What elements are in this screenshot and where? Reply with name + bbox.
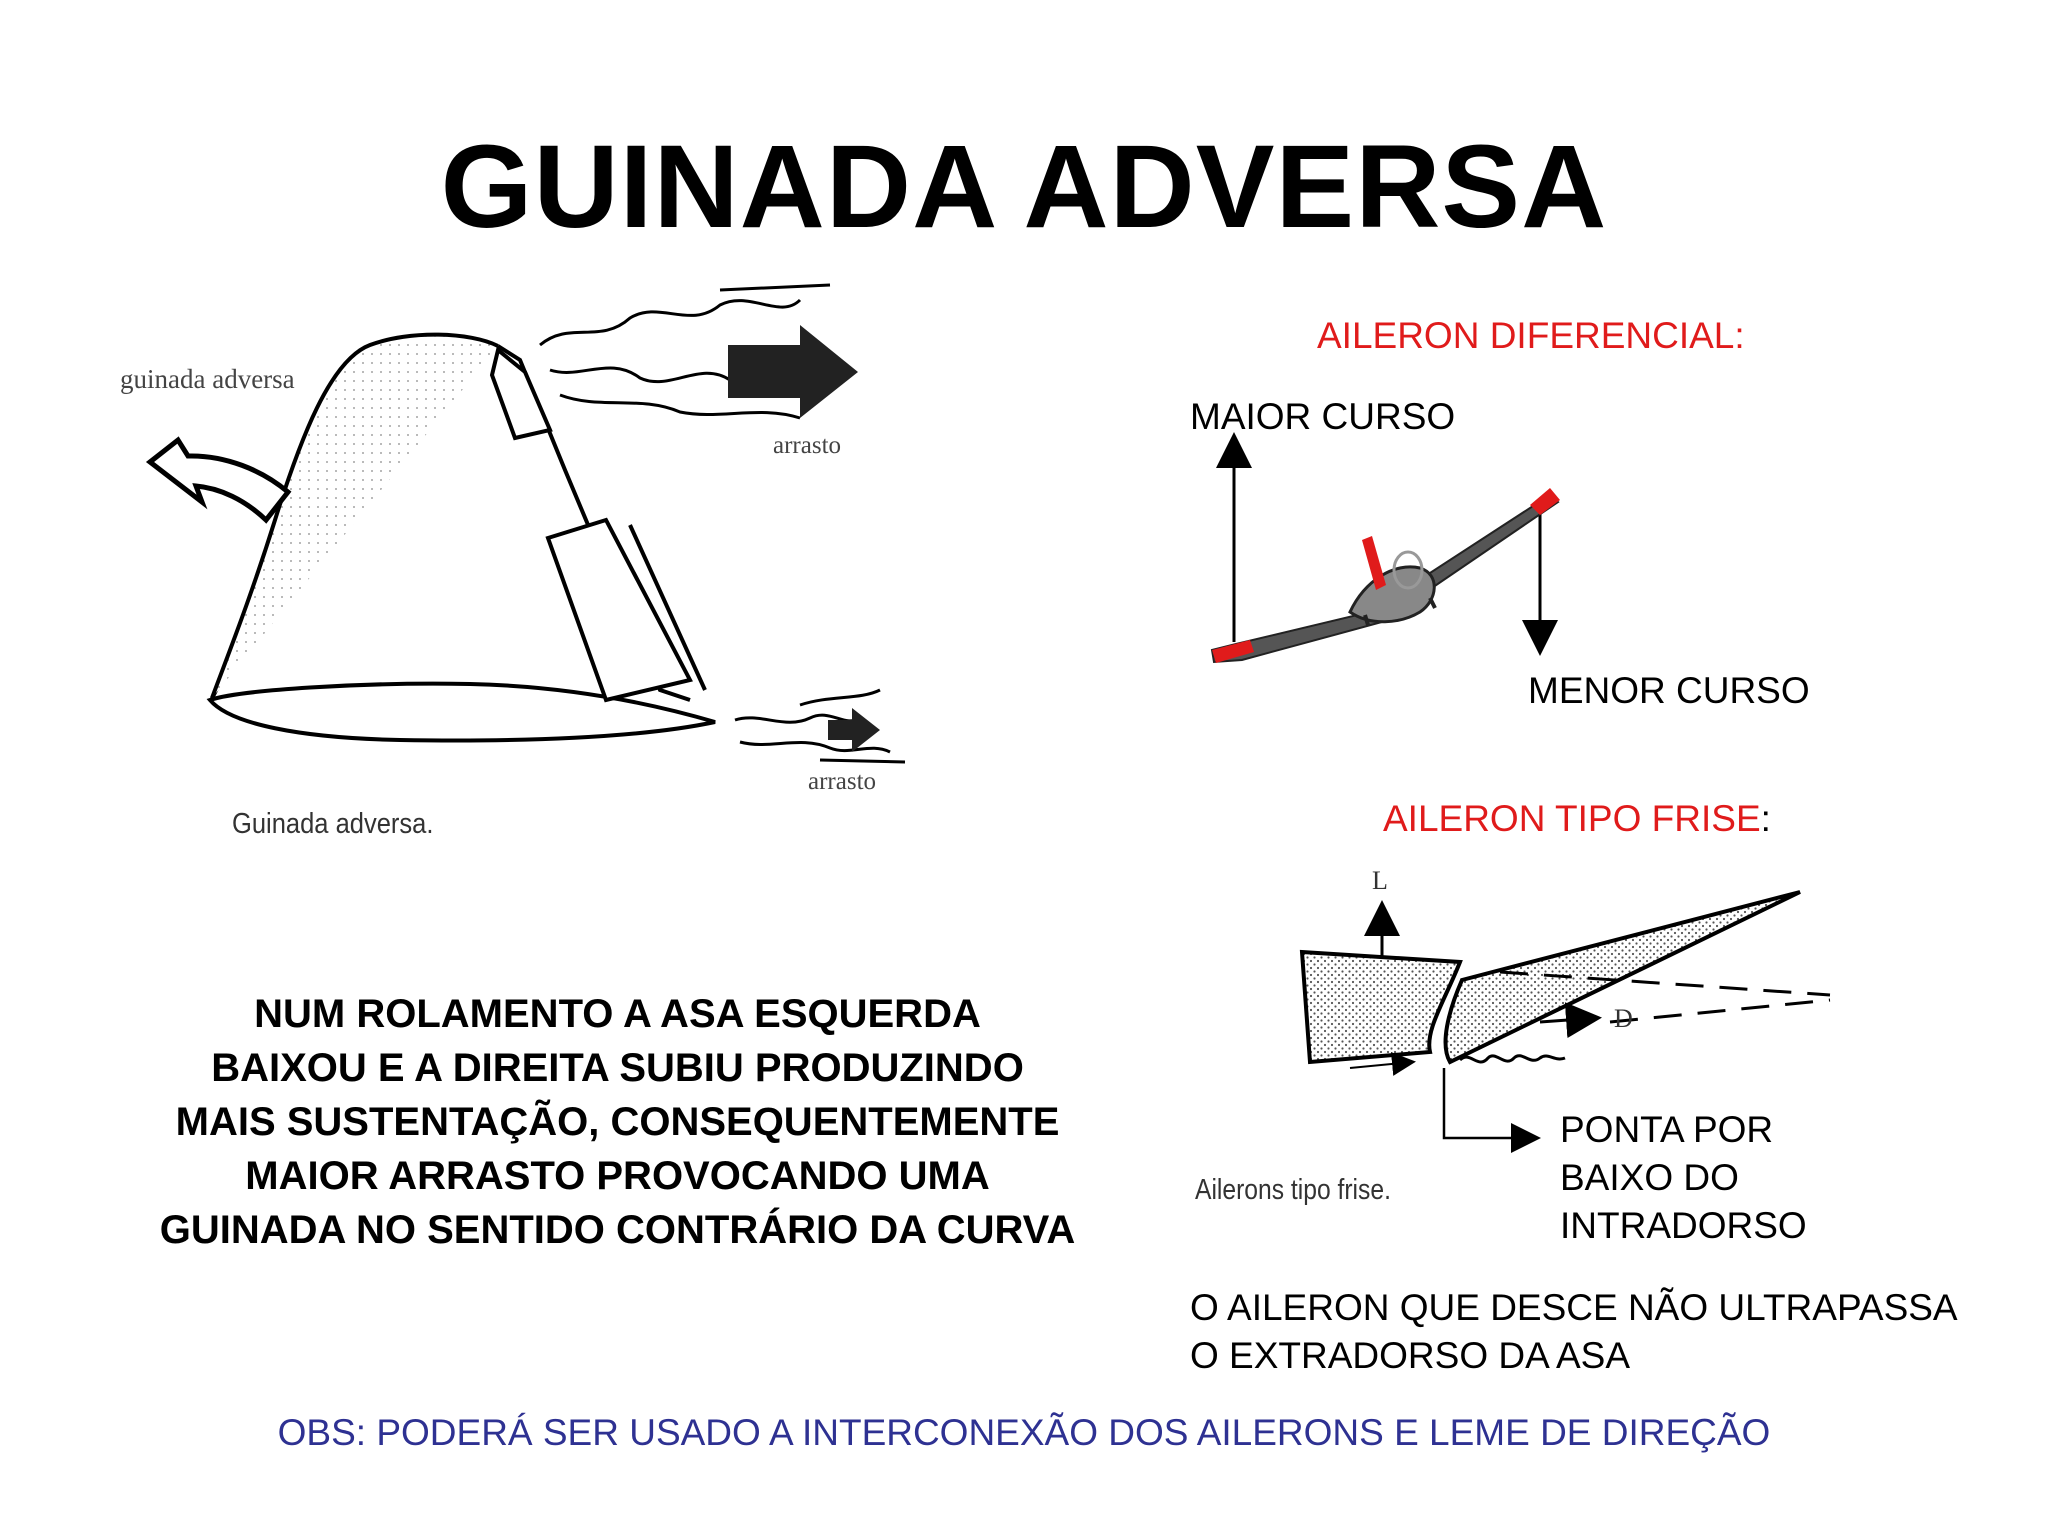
main-line-2: BAIXOU E A DIREITA SUBIU PRODUZINDO xyxy=(211,1046,1024,1090)
frise-aileron-diagram xyxy=(1302,892,1830,1138)
yaw-curved-arrow xyxy=(150,440,288,520)
drag-label-top: arrasto xyxy=(773,432,842,459)
bottom-drag-wake xyxy=(735,690,905,762)
frise-description xyxy=(1190,1284,1958,1380)
main-line-4: MAIOR ARRASTO PROVOCANDO UMA xyxy=(245,1154,990,1198)
drag-arrow xyxy=(1540,1018,1596,1022)
tip-note-line-3: INTRADORSO xyxy=(1560,1205,1807,1246)
footer-note: OBS: PODERÁ SER USADO A INTERCONEXÃO DOS AILERONS E LEME DE DIREÇÃO xyxy=(277,1412,1771,1453)
main-line-3: MAIS SUSTENTAÇÃO, CONSEQUENTEMENTE xyxy=(175,1100,1060,1144)
left-diagram-caption: Guinada adversa. xyxy=(232,808,434,840)
frise-description-line-1: O AILERON QUE DESCE NÃO ULTRAPASSA xyxy=(1190,1287,1958,1328)
frise-aileron xyxy=(1446,892,1800,1062)
differential-heading: AILERON DIFERENCIAL: xyxy=(1317,315,1745,356)
page-title: GUINADA ADVERSA xyxy=(440,121,1608,253)
tip-note-line-2: BAIXO DO xyxy=(1560,1157,1739,1198)
main-line-1: NUM ROLAMENTO A ASA ESQUERDA xyxy=(254,992,981,1036)
differential-aileron-diagram xyxy=(1212,438,1560,663)
airflow-arrow xyxy=(1350,1062,1412,1068)
frise-caption: Ailerons tipo frise. xyxy=(1195,1174,1391,1206)
maior-curso-label: MAIOR CURSO xyxy=(1190,396,1456,437)
tip-connector xyxy=(1444,1068,1536,1138)
top-drag-arrow xyxy=(728,325,858,418)
menor-curso-label: MENOR CURSO xyxy=(1528,670,1810,711)
main-line-5: GUINADA NO SENTIDO CONTRÁRIO DA CURVA xyxy=(159,1208,1076,1252)
bottom-drag-arrow xyxy=(828,708,880,752)
tip-note-line-1: PONTA POR xyxy=(1560,1109,1774,1150)
frise-heading-colon: : xyxy=(1760,798,1771,839)
drag-symbol: D xyxy=(1614,1004,1633,1033)
adverse-yaw-wing-diagram xyxy=(150,285,905,762)
lift-symbol: L xyxy=(1372,866,1388,895)
frise-heading-text: AILERON TIPO FRISE xyxy=(1383,798,1761,839)
drag-label-bottom: arrasto xyxy=(808,768,877,795)
wing-section xyxy=(1302,952,1460,1062)
yaw-label: guinada adversa xyxy=(120,364,295,394)
aircraft-tail-red xyxy=(1362,536,1386,590)
frise-heading xyxy=(1383,798,1771,840)
tip-note xyxy=(1560,1106,1807,1250)
main-explanation xyxy=(80,987,1155,1257)
frise-description-line-2: O EXTRADORSO DA ASA xyxy=(1190,1335,1631,1376)
